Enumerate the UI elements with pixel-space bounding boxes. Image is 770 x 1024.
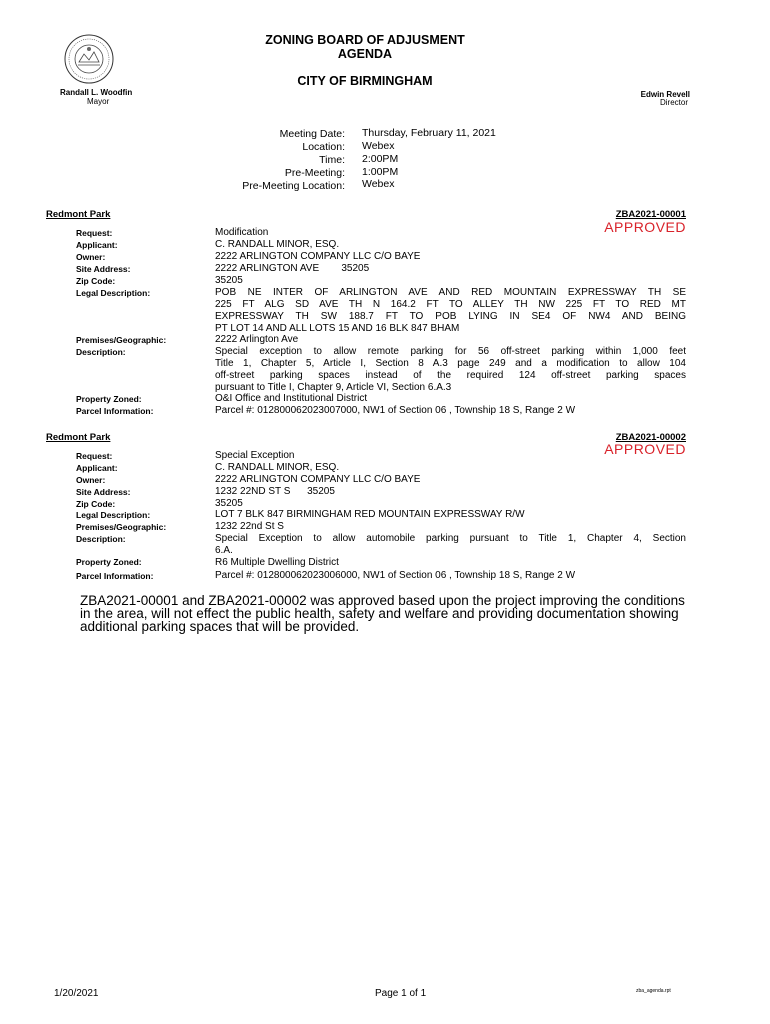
case1-description-line: Title 1, Chapter 5, Article I, Section 8 A.3 page 249 and a modification to allow 104 (215, 358, 686, 369)
agenda-title-line2: AGENDA (337, 47, 393, 61)
case1-zip-code: 35205 (215, 275, 243, 286)
case2-legal-description: LOT 7 BLK 847 BIRMINGHAM RED MOUNTAIN EXPRESSWAY R/W (215, 509, 525, 520)
case2-parcel-label: Parcel Information: (76, 571, 154, 581)
footer-page-number: Page 1 of 1 (375, 988, 427, 999)
case2-request: Special Exception (215, 450, 295, 461)
case1-id: ZBA2021-00001 (615, 209, 686, 220)
mayor-name: Randall L. Woodfin (60, 88, 133, 97)
case2-site-address: 1232 22ND ST S 35205 (215, 486, 335, 497)
case1-description-line: pursuant to Title I, Chapter 9, Article VI, Section 6.A.3 (215, 382, 452, 393)
location-value: Webex (362, 140, 395, 152)
case2-legal-description-label: Legal Description: (76, 510, 151, 520)
director-name: Edwin Revell (640, 90, 690, 99)
case2-description-line: 6.A. (215, 545, 233, 556)
case1-legal-description-label: Legal Description: (76, 288, 151, 298)
premeeting-value: 1:00PM (362, 166, 399, 178)
case2-request-label: Request: (76, 451, 113, 461)
case1-description-line: Special exception to allow remote parking for 56 off-street parking within 1,000 feet (215, 346, 686, 357)
case2-site-address-label: Site Address: (76, 487, 131, 497)
location-label: Location: (302, 141, 345, 153)
case1-legal-line: POB NE INTER OF ARLINGTON AVE AND RED MOUNTAIN EXPRESSWAY TH SE (215, 287, 686, 298)
summary-line: additional parking spaces that will be provided. (80, 619, 360, 634)
case2-zip-code: 35205 (215, 498, 243, 509)
premeeting-location-label: Pre-Meeting Location: (242, 180, 345, 192)
case1-legal-line: 225 FT ALG SD AVE TH N 164.2 FT TO ALLEY TH NW 225 FT TO RED MT (215, 299, 686, 310)
mayor-title: Mayor (87, 97, 110, 106)
case1-legal-line: EXPRESSWAY TH SW 188.7 FT TO POB LYING IN SE4 OF NW4 AND BEING (215, 311, 686, 322)
case2-description-line: Special Exception to allow automobile parking pursuant to Title 1, Chapter 4, Section (215, 533, 686, 544)
case1-parcel-label: Parcel Information: (76, 406, 154, 416)
premeeting-location-value: Webex (362, 178, 395, 190)
case2-premises: 1232 22nd St S (215, 521, 284, 532)
case2-neighborhood: Redmont Park (46, 432, 111, 443)
case2-applicant: C. RANDALL MINOR, ESQ. (215, 462, 340, 473)
time-label: Time: (319, 154, 345, 166)
city-name: CITY OF BIRMINGHAM (297, 74, 433, 88)
agenda-title-line1: ZONING BOARD OF ADJUSMENT (265, 33, 465, 47)
case2-owner: 2222 ARLINGTON COMPANY LLC C/O BAYE (215, 474, 421, 485)
time-value: 2:00PM (362, 153, 399, 165)
premeeting-label: Pre-Meeting: (284, 167, 345, 179)
director-title: Director (659, 98, 688, 107)
case2-applicant-label: Applicant: (76, 463, 118, 473)
summary-line: ZBA2021-00001 and ZBA2021-00002 was approved based upon the project improving the conditions (80, 593, 685, 608)
footer-date: 1/20/2021 (54, 988, 99, 999)
case2-id: ZBA2021-00002 (615, 432, 686, 443)
case1-premises: 2222 Arlington Ave (215, 334, 299, 345)
footer-file-name: zba_agenda.rpt (636, 988, 671, 994)
case1-parcel: Parcel #: 012800062023007000, NW1 of Section 06 , Township 18 S, Range 2 W (215, 405, 576, 416)
case1-owner-label: Owner: (76, 252, 106, 262)
case1-zip-code-label: Zip Code: (76, 276, 116, 286)
case1-status-badge: APPROVED (604, 219, 686, 235)
case1-applicant-label: Applicant: (76, 240, 118, 250)
case1-request: Modification (215, 227, 269, 238)
case2-property-zoned-label: Property Zoned: (76, 557, 142, 567)
case1-property-zoned-label: Property Zoned: (76, 394, 142, 404)
case2-property-zoned: R6 Multiple Dwelling District (215, 557, 339, 568)
meeting-date-value: Thursday, February 11, 2021 (362, 127, 496, 139)
city-seal-icon (64, 34, 114, 84)
case1-site-address: 2222 ARLINGTON AVE 35205 (215, 263, 370, 274)
case1-applicant: C. RANDALL MINOR, ESQ. (215, 239, 340, 250)
case1-site-address-label: Site Address: (76, 264, 131, 274)
case1-property-zoned: O&I Office and Institutional District (215, 393, 368, 404)
case2-premises-label: Premises/Geographic: (76, 522, 167, 532)
case2-owner-label: Owner: (76, 475, 106, 485)
case1-description-line: off-street parking spaces instead of the required 124 off-street parking spaces (215, 370, 686, 381)
case2-status-badge: APPROVED (604, 441, 686, 457)
case2-description-label: Description: (76, 534, 126, 544)
case2-parcel: Parcel #: 012800062023006000, NW1 of Section 06 , Township 18 S, Range 2 W (215, 570, 576, 581)
case2-zip-code-label: Zip Code: (76, 499, 116, 509)
summary-line: in the area, will not effect the public health, safety and welfare and providing documentation showing (80, 606, 679, 621)
case1-description-label: Description: (76, 347, 126, 357)
meeting-date-label: Meeting Date: (279, 128, 345, 140)
case1-owner: 2222 ARLINGTON COMPANY LLC C/O BAYE (215, 251, 421, 262)
case1-request-label: Request: (76, 228, 113, 238)
case1-premises-label: Premises/Geographic: (76, 335, 167, 345)
case1-neighborhood: Redmont Park (46, 209, 111, 220)
case1-legal-line: PT LOT 14 AND ALL LOTS 15 AND 16 BLK 847 BHAM (215, 323, 460, 334)
